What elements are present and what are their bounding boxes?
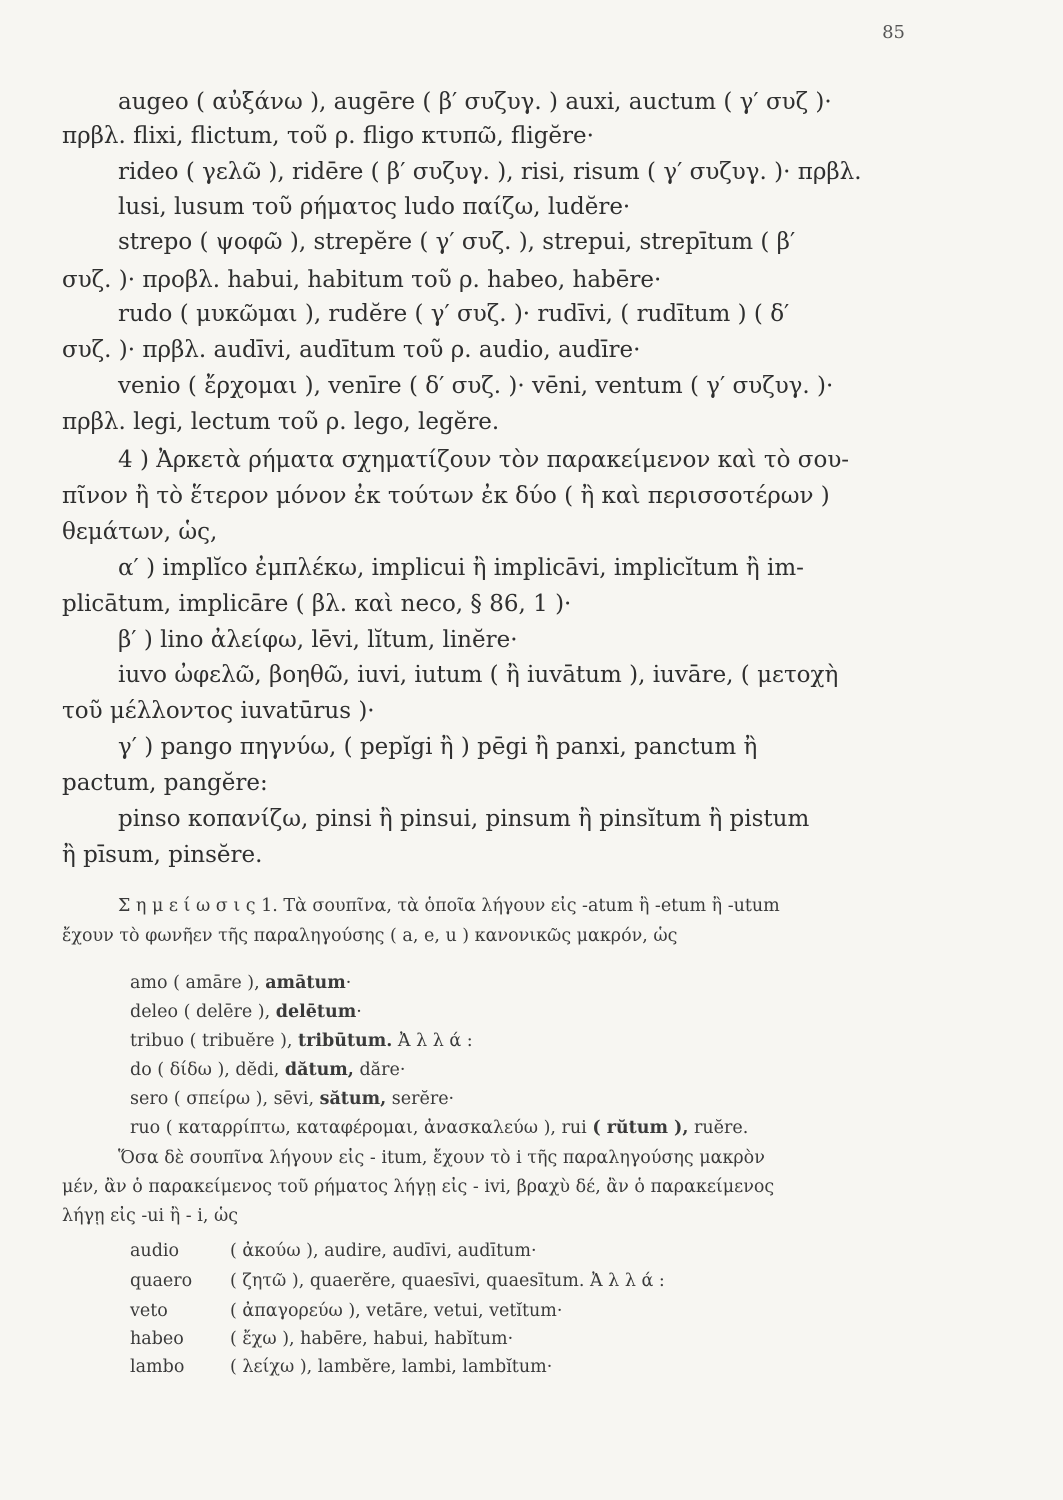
text-line: pactum, pangĕre: xyxy=(62,770,268,796)
text-line: pinso κοπανίζω, pinsi ἢ pinsui, pinsum ἢ pinsĭtum ἢ pistum xyxy=(118,806,810,832)
note-line: Σ η μ ε ί ω σ ι ς 1. Τὰ σουπῖνα, τὰ ὁποῖα λήγουν εἰς -atum ἢ -etum ἢ -utum xyxy=(118,896,780,916)
note-line: ἔχουν τὸ φωνῆεν τῆς παραληγούσης ( a, e, u ) κανονικῶς μακρόν, ὡς xyxy=(62,926,678,946)
note-table-row: quaero ( ζητῶ ), quaerĕre, quaesīvi, quaesītum. Ἀ λ λ ά : xyxy=(130,1271,665,1291)
text-line: τοῦ μέλλοντος iuvatūrus )· xyxy=(62,698,375,724)
text-line: rideo ( γελῶ ), ridēre ( β′ συζυγ. ), risi, risum ( γ′ συζυγ. )· πρβλ. xyxy=(118,159,862,185)
text-line: πρβλ. legi, lectum τοῦ ρ. lego, legĕre. xyxy=(62,409,500,435)
note-example: tribuo ( tribuĕre ), tribūtum. Ἀ λ λ ά : xyxy=(130,1031,473,1051)
text-line: augeo ( αὐξάνω ), augēre ( β′ συζυγ. ) auxi, auctum ( γ′ συζ )· xyxy=(118,89,832,115)
text-line: strepo ( ψοφῶ ), strepĕre ( γ′ συζ. ), strepui, strepītum ( β′ xyxy=(118,229,796,255)
text-line: 4 ) Ἀρκετὰ ρήματα σχηματίζουν τὸν παρακείμενον καὶ τὸ σου- xyxy=(118,447,850,473)
note-example: ruo ( καταρρίπτω, καταφέρομαι, ἀνασκαλεύω ), rui ( rŭtum ), ruĕre. xyxy=(130,1118,749,1138)
text-line: συζ. )· προβλ. habui, habitum τοῦ ρ. habeo, habēre· xyxy=(62,267,662,293)
page-number: 85 xyxy=(882,22,905,43)
text-line: β′ ) lino ἀλείφω, lēvi, lĭtum, linĕre· xyxy=(118,627,518,653)
text-line: συζ. )· πρβλ. audīvi, audītum τοῦ ρ. audio, audīre· xyxy=(62,337,641,363)
note-example: sero ( σπείρω ), sēvi, sătum, serĕre· xyxy=(130,1089,455,1109)
text-line: πῖνον ἢ τὸ ἕτερον μόνον ἐκ τούτων ἐκ δύο ( ἢ καὶ περισσοτέρων ) xyxy=(62,483,830,509)
text-line: θεμάτων, ὡς, xyxy=(62,519,218,545)
text-line: iuvo ὠφελῶ, βοηθῶ, iuvi, iutum ( ἢ iuvātum ), iuvāre, ( μετοχὴ xyxy=(118,662,839,688)
text-line: plicātum, implicāre ( βλ. καὶ neco, § 86, 1 )· xyxy=(62,591,572,617)
note-table-row: lambo ( λείχω ), lambĕre, lambi, lambĭtum· xyxy=(130,1357,553,1377)
text-line: lusi, lusum τοῦ ρήματος ludo παίζω, ludĕre· xyxy=(118,194,631,220)
note-line: μέν, ἂν ὁ παρακείμενος τοῦ ρήματος λήγῃ εἰς - ivi, βραχὺ δέ, ἂν ὁ παρακείμενος xyxy=(62,1177,775,1197)
note-line: Ὅσα δὲ σουπῖνα λήγουν εἰς - itum, ἔχουν τὸ i τῆς παραληγούσης μακρὸν xyxy=(118,1148,765,1168)
text-line: πρβλ. flixi, flictum, τοῦ ρ. fligo κτυπῶ, fligĕre· xyxy=(62,123,594,149)
text-line: rudo ( μυκῶμαι ), rudĕre ( γ′ συζ. )· rudīvi, ( rudītum ) ( δ′ xyxy=(118,301,790,327)
note-example: deleo ( delēre ), delētum· xyxy=(130,1002,362,1022)
text-line: ἢ pīsum, pinsĕre. xyxy=(62,842,263,868)
note-example: amo ( amāre ), amātum· xyxy=(130,973,352,993)
note-line: λήγῃ εἰς -ui ἢ - i, ὡς xyxy=(62,1206,239,1226)
text-line: α′ ) implĭco ἐμπλέκω, implicui ἢ implicāvi, implicĭtum ἢ im- xyxy=(118,555,804,581)
note-example: do ( δίδω ), dĕdi, dătum, dăre· xyxy=(130,1060,406,1080)
note-table-row: veto ( ἀπαγορεύω ), vetāre, vetui, vetĭtum· xyxy=(130,1301,563,1321)
note-table-row: audio ( ἀκούω ), audire, audīvi, audītum· xyxy=(130,1241,537,1261)
note-table-row: habeo ( ἔχω ), habēre, habui, habĭtum· xyxy=(130,1329,514,1349)
text-line: γ′ ) pango πηγνύω, ( pepĭgi ἢ ) pēgi ἢ panxi, panctum ἢ xyxy=(118,734,758,760)
text-line: venio ( ἔρχομαι ), venīre ( δ′ συζ. )· vēni, ventum ( γ′ συζυγ. )· xyxy=(118,373,834,399)
